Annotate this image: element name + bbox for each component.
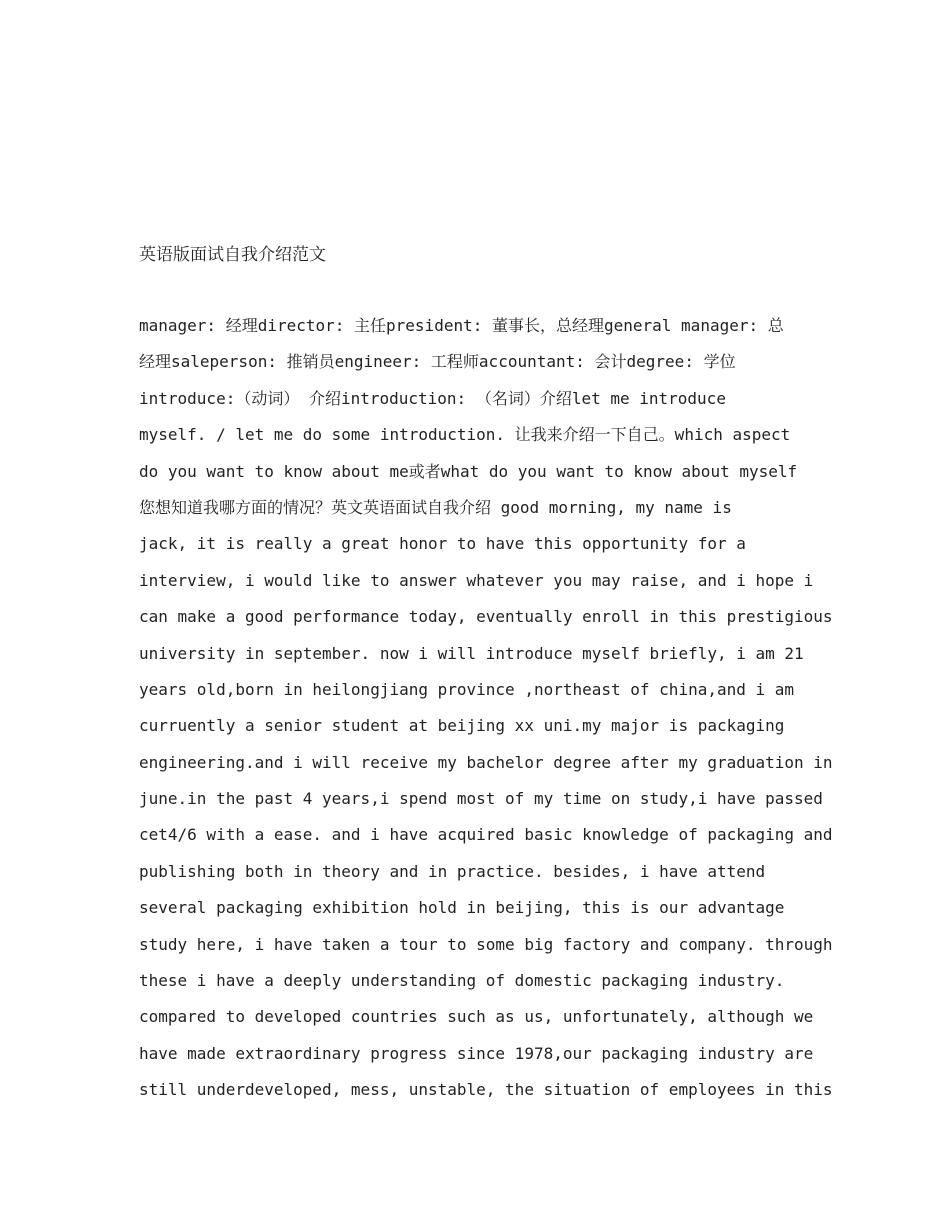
body-line: still underdeveloped, mess, unstable, the situation of employees in this: [139, 1080, 833, 1100]
body-line: introduce:（动词） 介绍introduction: （名词）介绍let me introduce: [139, 388, 726, 408]
body-line: jack, it is really a great honor to have this opportunity for a: [139, 534, 746, 554]
body-line: engineering.and i will receive my bachelor degree after my graduation in: [139, 752, 833, 772]
body-line: have made extraordinary progress since 1978,our packaging industry are: [139, 1043, 814, 1063]
body-line: do you want to know about me或者what do you want to know about myself: [139, 461, 798, 481]
body-line: study here, i have taken a tour to some big factory and company. through: [139, 934, 833, 954]
document-title: 英语版面试自我介绍范文: [139, 245, 326, 265]
body-line: university in september. now i will introduce myself briefly, i am 21: [139, 643, 804, 663]
body-line: these i have a deeply understanding of domestic packaging industry.: [139, 971, 785, 991]
body-line: manager: 经理director: 主任president: 董事长，总经理general manager: 总: [139, 316, 784, 335]
body-line: publishing both in theory and in practice. besides, i have attend: [139, 861, 766, 881]
body-line: june.in the past 4 years,i spend most of my time on study,i have passed: [139, 789, 823, 809]
body-line: compared to developed countries such as us, unfortunately, although we: [139, 1007, 814, 1027]
body-line: cet4/6 with a ease. and i have acquired basic knowledge of packaging and: [139, 825, 833, 845]
body-line: 经理saleperson: 推销员engineer: 工程师accountant: 会计degree: 学位: [139, 352, 736, 372]
document-body: [139, 313, 833, 1114]
body-line: several packaging exhibition hold in beijing, this is our advantage: [139, 898, 785, 918]
body-line: interview, i would like to answer whatever you may raise, and i hope i: [139, 570, 814, 590]
body-line: years old,born in heilongjiang province ,northeast of china,and i am: [139, 679, 795, 699]
body-line: can make a good performance today, eventually enroll in this prestigious: [139, 607, 833, 627]
body-line: myself. / let me do some introduction. 让我来介绍一下自己。which aspect: [139, 425, 791, 445]
body-line: 您想知道我哪方面的情况？英文英语面试自我介绍 good morning, my name is: [139, 497, 732, 517]
body-line: curruently a senior student at beijing xx uni.my major is packaging: [139, 716, 785, 736]
